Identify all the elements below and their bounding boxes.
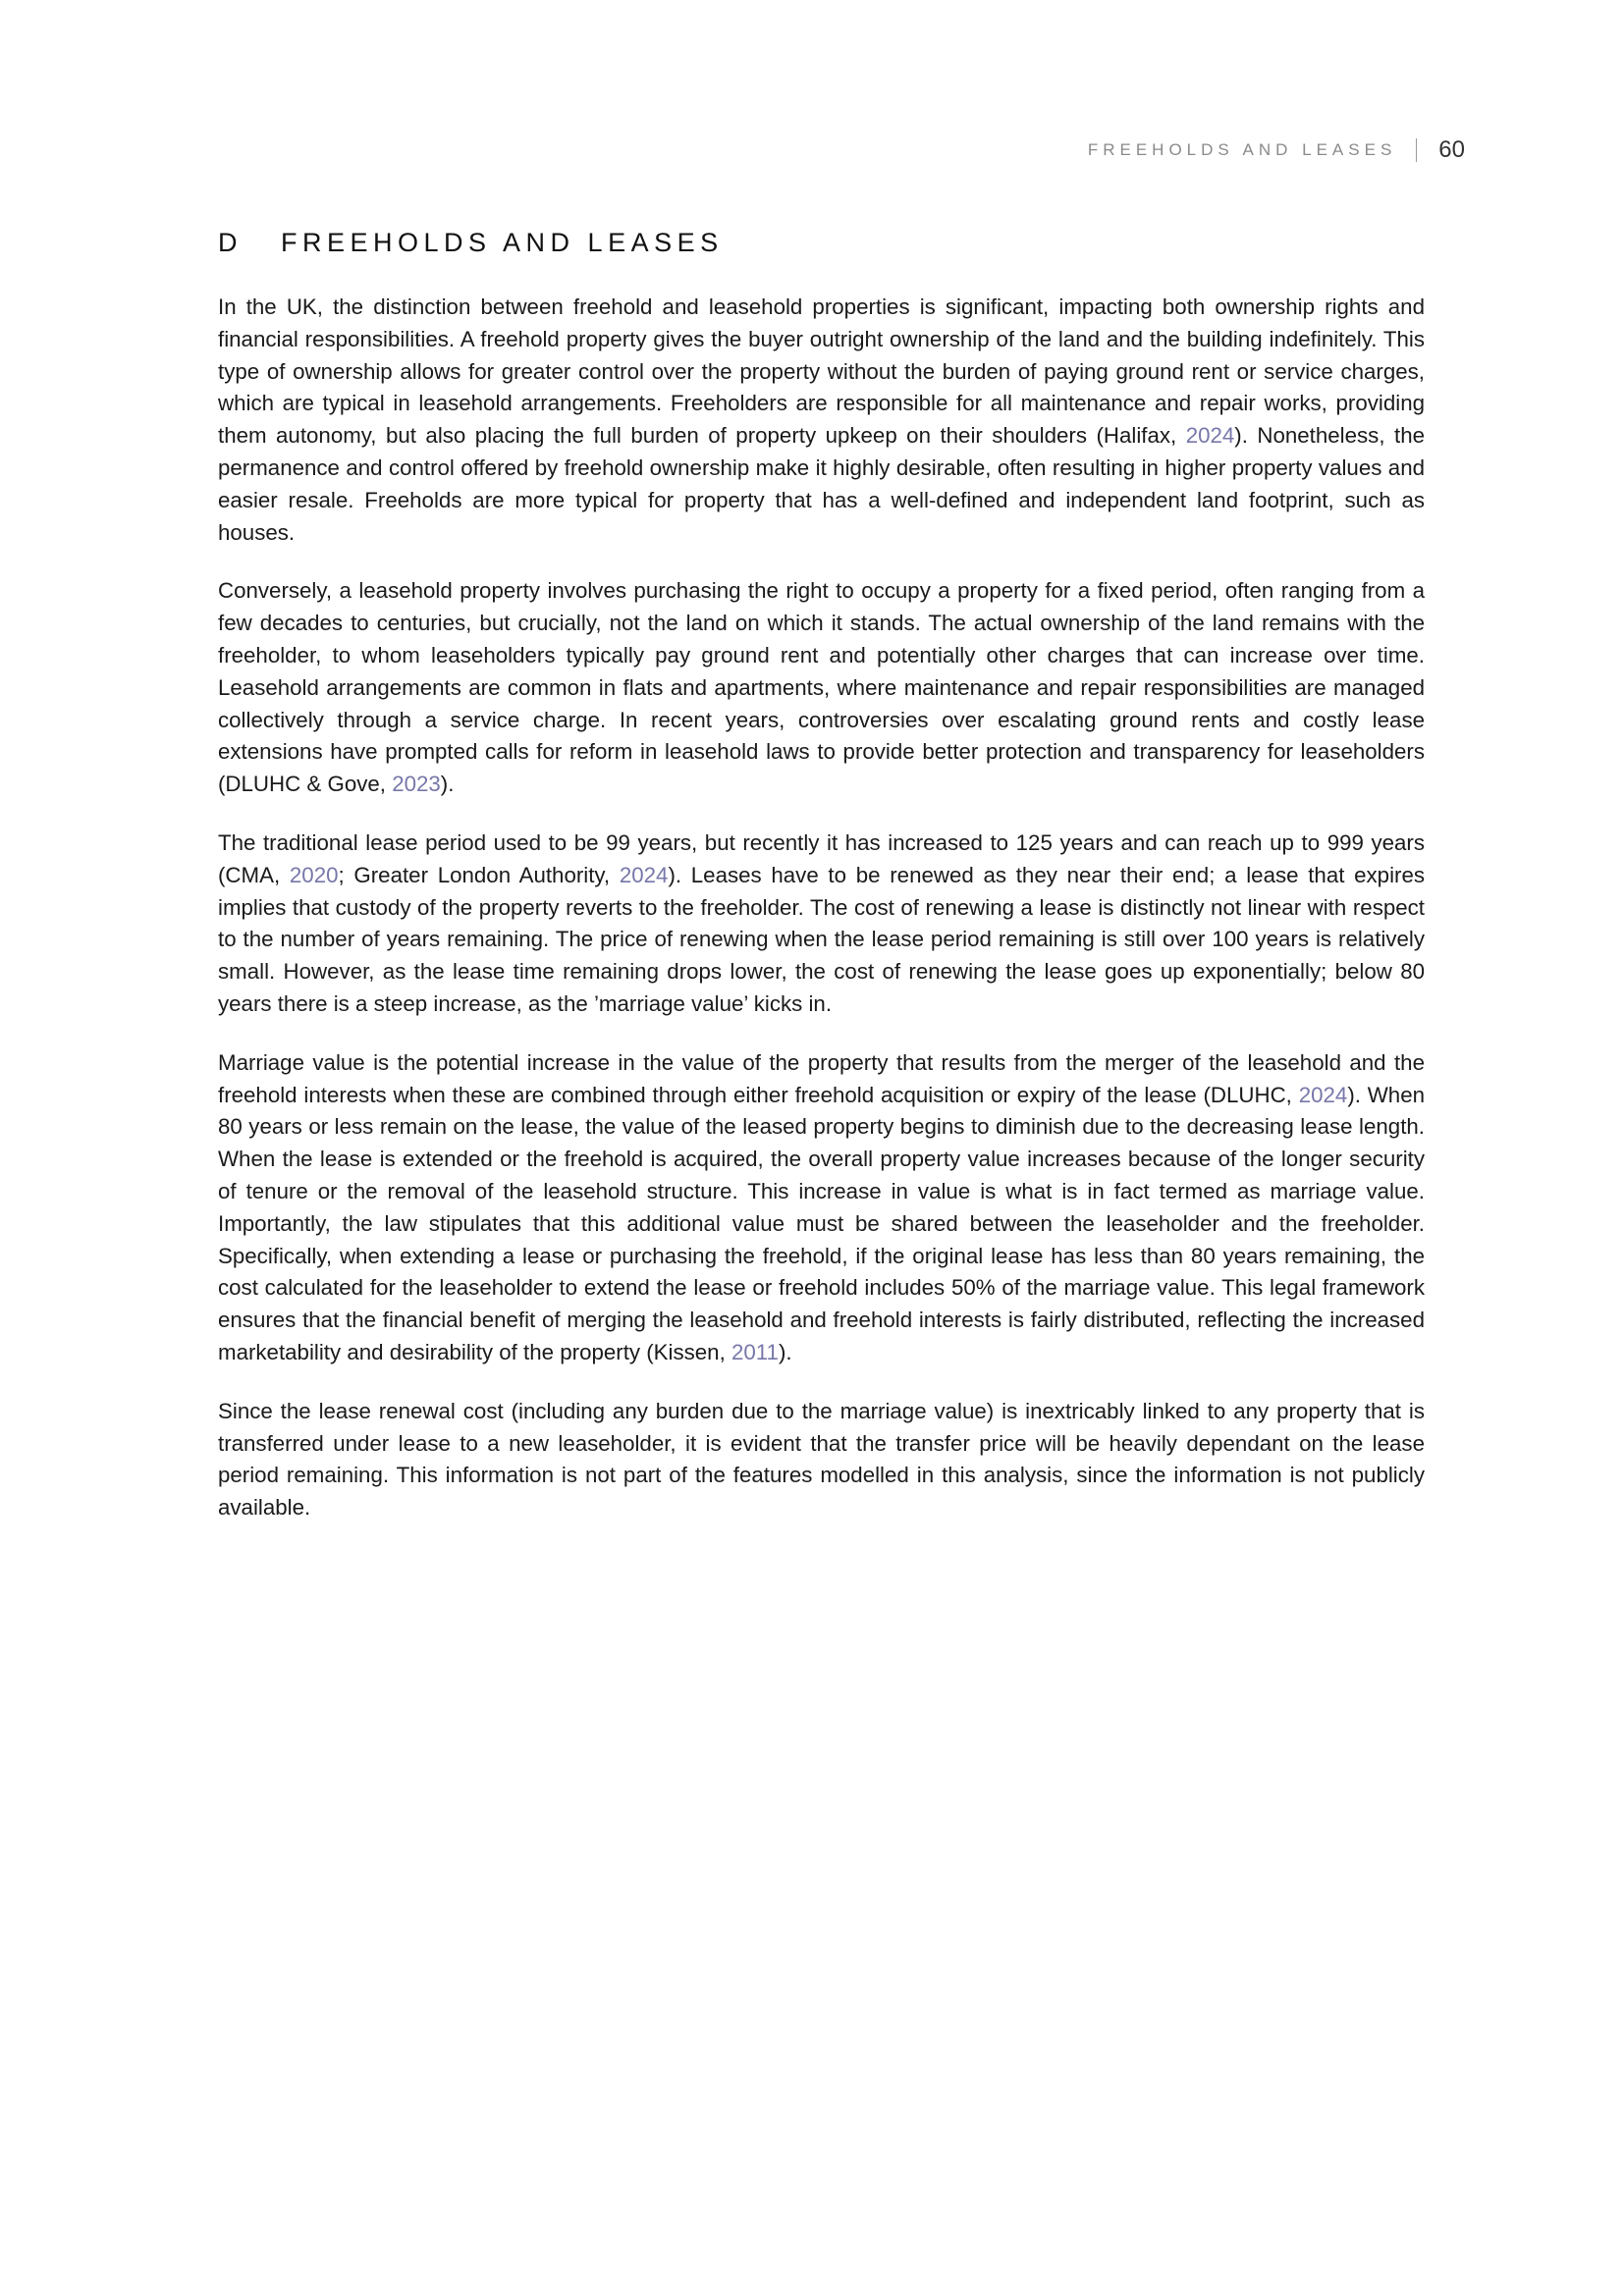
text-run: In the UK, the distinction between freehold and leasehold properties is significant, impacting both ownership rights and financial responsibilities. A freehold property gives the buyer outright ownership of the land and the building indefinitely. This type of ownership allows for greater control over the property without the burden of paying ground rent or service charges, which are typical in leasehold arrangements. Freeholders are responsible for all maintenance and repair works, providing them autonomy, but also placing the full burden of property upkeep on their shoulders (Halifax, <box>218 294 1425 449</box>
page-number: 60 <box>1438 136 1465 163</box>
text-run: The traditional lease period used to be 99 years, but recently it has increased to 125 years and can reach up to 999 years (CMA, <box>218 829 1425 887</box>
text-run: Marriage value is the potential increase in the value of the property that results from the merger of the leasehold and the freehold interests when these are combined through either freehold acquisition or expiry of the lease (DLUHC, <box>218 1049 1425 1107</box>
paragraph-leaseholds <box>218 575 1425 801</box>
citation-link[interactable]: 2011 <box>731 1339 779 1364</box>
citation-link[interactable]: 2020 <box>289 862 339 887</box>
body-text <box>218 292 1425 1551</box>
citation-link[interactable]: 2024 <box>619 862 669 887</box>
section-letter: D <box>218 228 243 257</box>
text-run: Since the lease renewal cost (including any burden due to the marriage value) is inextricably linked to any property that is transferred under lease to a new leaseholder, it is evident that the transfer price will be heavily dependant on the lease period remaining. This information is not part of the features modelled in this analysis, since the information is not publicly available. <box>218 1398 1425 1521</box>
text-run: ). Leases have to be renewed as they near their end; a lease that expires implies that custody of the property reverts to the freeholder. The cost of renewing a lease is distinctly not linear with respect to the number of years remaining. The price of renewing when the lease period remaining is still over 100 years is relatively small. However, as the lease time remaining drops lower, the cost of renewing the lease goes up exponentially; below 80 years there is a steep increase, as the ’marriage value’ kicks in. <box>218 862 1426 1016</box>
text-run: ). Nonetheless, the permanence and control offered by freehold ownership make it highly desirable, often resulting in higher property values and easier resale. Freeholds are more typical for property that has a well-defined and independent land footprint, such as houses. <box>218 423 1425 545</box>
citation-link[interactable]: 2023 <box>392 772 441 797</box>
section-title: FREEHOLDS AND LEASES <box>281 228 724 257</box>
text-run: Conversely, a leasehold property involves purchasing the right to occupy a property for a fixed period, often ranging from a few decades to centuries, but crucially, not the land on which it stands. The actual ownership of the land remains with the freeholder, to whom leaseholders typically pay ground rent and potentially other charges that can increase over time. Leasehold arrangements are common in flats and apartments, where maintenance and repair responsibilities are managed collectively through a service charge. In recent years, controversies over escalating ground rents and costly lease extensions have prompted calls for reform in leasehold laws to provide better protection and transparency for leaseholders (DLUHC & Gove, <box>218 578 1425 797</box>
text-run: ). When 80 years or less remain on the lease, the value of the leased property begins to diminish due to the decreasing lease length. When the lease is extended or the freehold is acquired, the overall property value increases because of the longer security of tenure or the removal of the leasehold structure. This increase in value is what is in fact termed as marriage value. Importantly, the law stipulates that this additional value must be shared between the leaseholder and the freeholder. Specifically, when extending a lease or purchasing the freehold, if the original lease has less than 80 years remaining, the cost calculated for the leaseholder to extend the lease or freehold includes 50% of the marriage value. This legal framework ensures that the financial benefit of merging the leasehold and freehold interests is fairly distributed, reflecting the increased marketability and desirability of the property (Kissen, <box>218 1082 1426 1364</box>
header-separator <box>1416 138 1417 162</box>
running-header <box>1088 135 1465 165</box>
paragraph-freeholds <box>218 292 1425 549</box>
text-run: ). <box>440 772 455 797</box>
citation-link[interactable]: 2024 <box>1185 423 1235 449</box>
paragraph-renewal-cost <box>218 1396 1425 1524</box>
section-heading <box>218 228 724 258</box>
running-title: FREEHOLDS AND LEASES <box>1087 140 1397 159</box>
text-run: ; Greater London Authority, <box>338 862 620 887</box>
paragraph-lease-period <box>218 828 1425 1021</box>
text-run: ). <box>778 1339 792 1364</box>
citation-link[interactable]: 2024 <box>1298 1082 1348 1107</box>
paragraph-marriage-value <box>218 1047 1425 1369</box>
